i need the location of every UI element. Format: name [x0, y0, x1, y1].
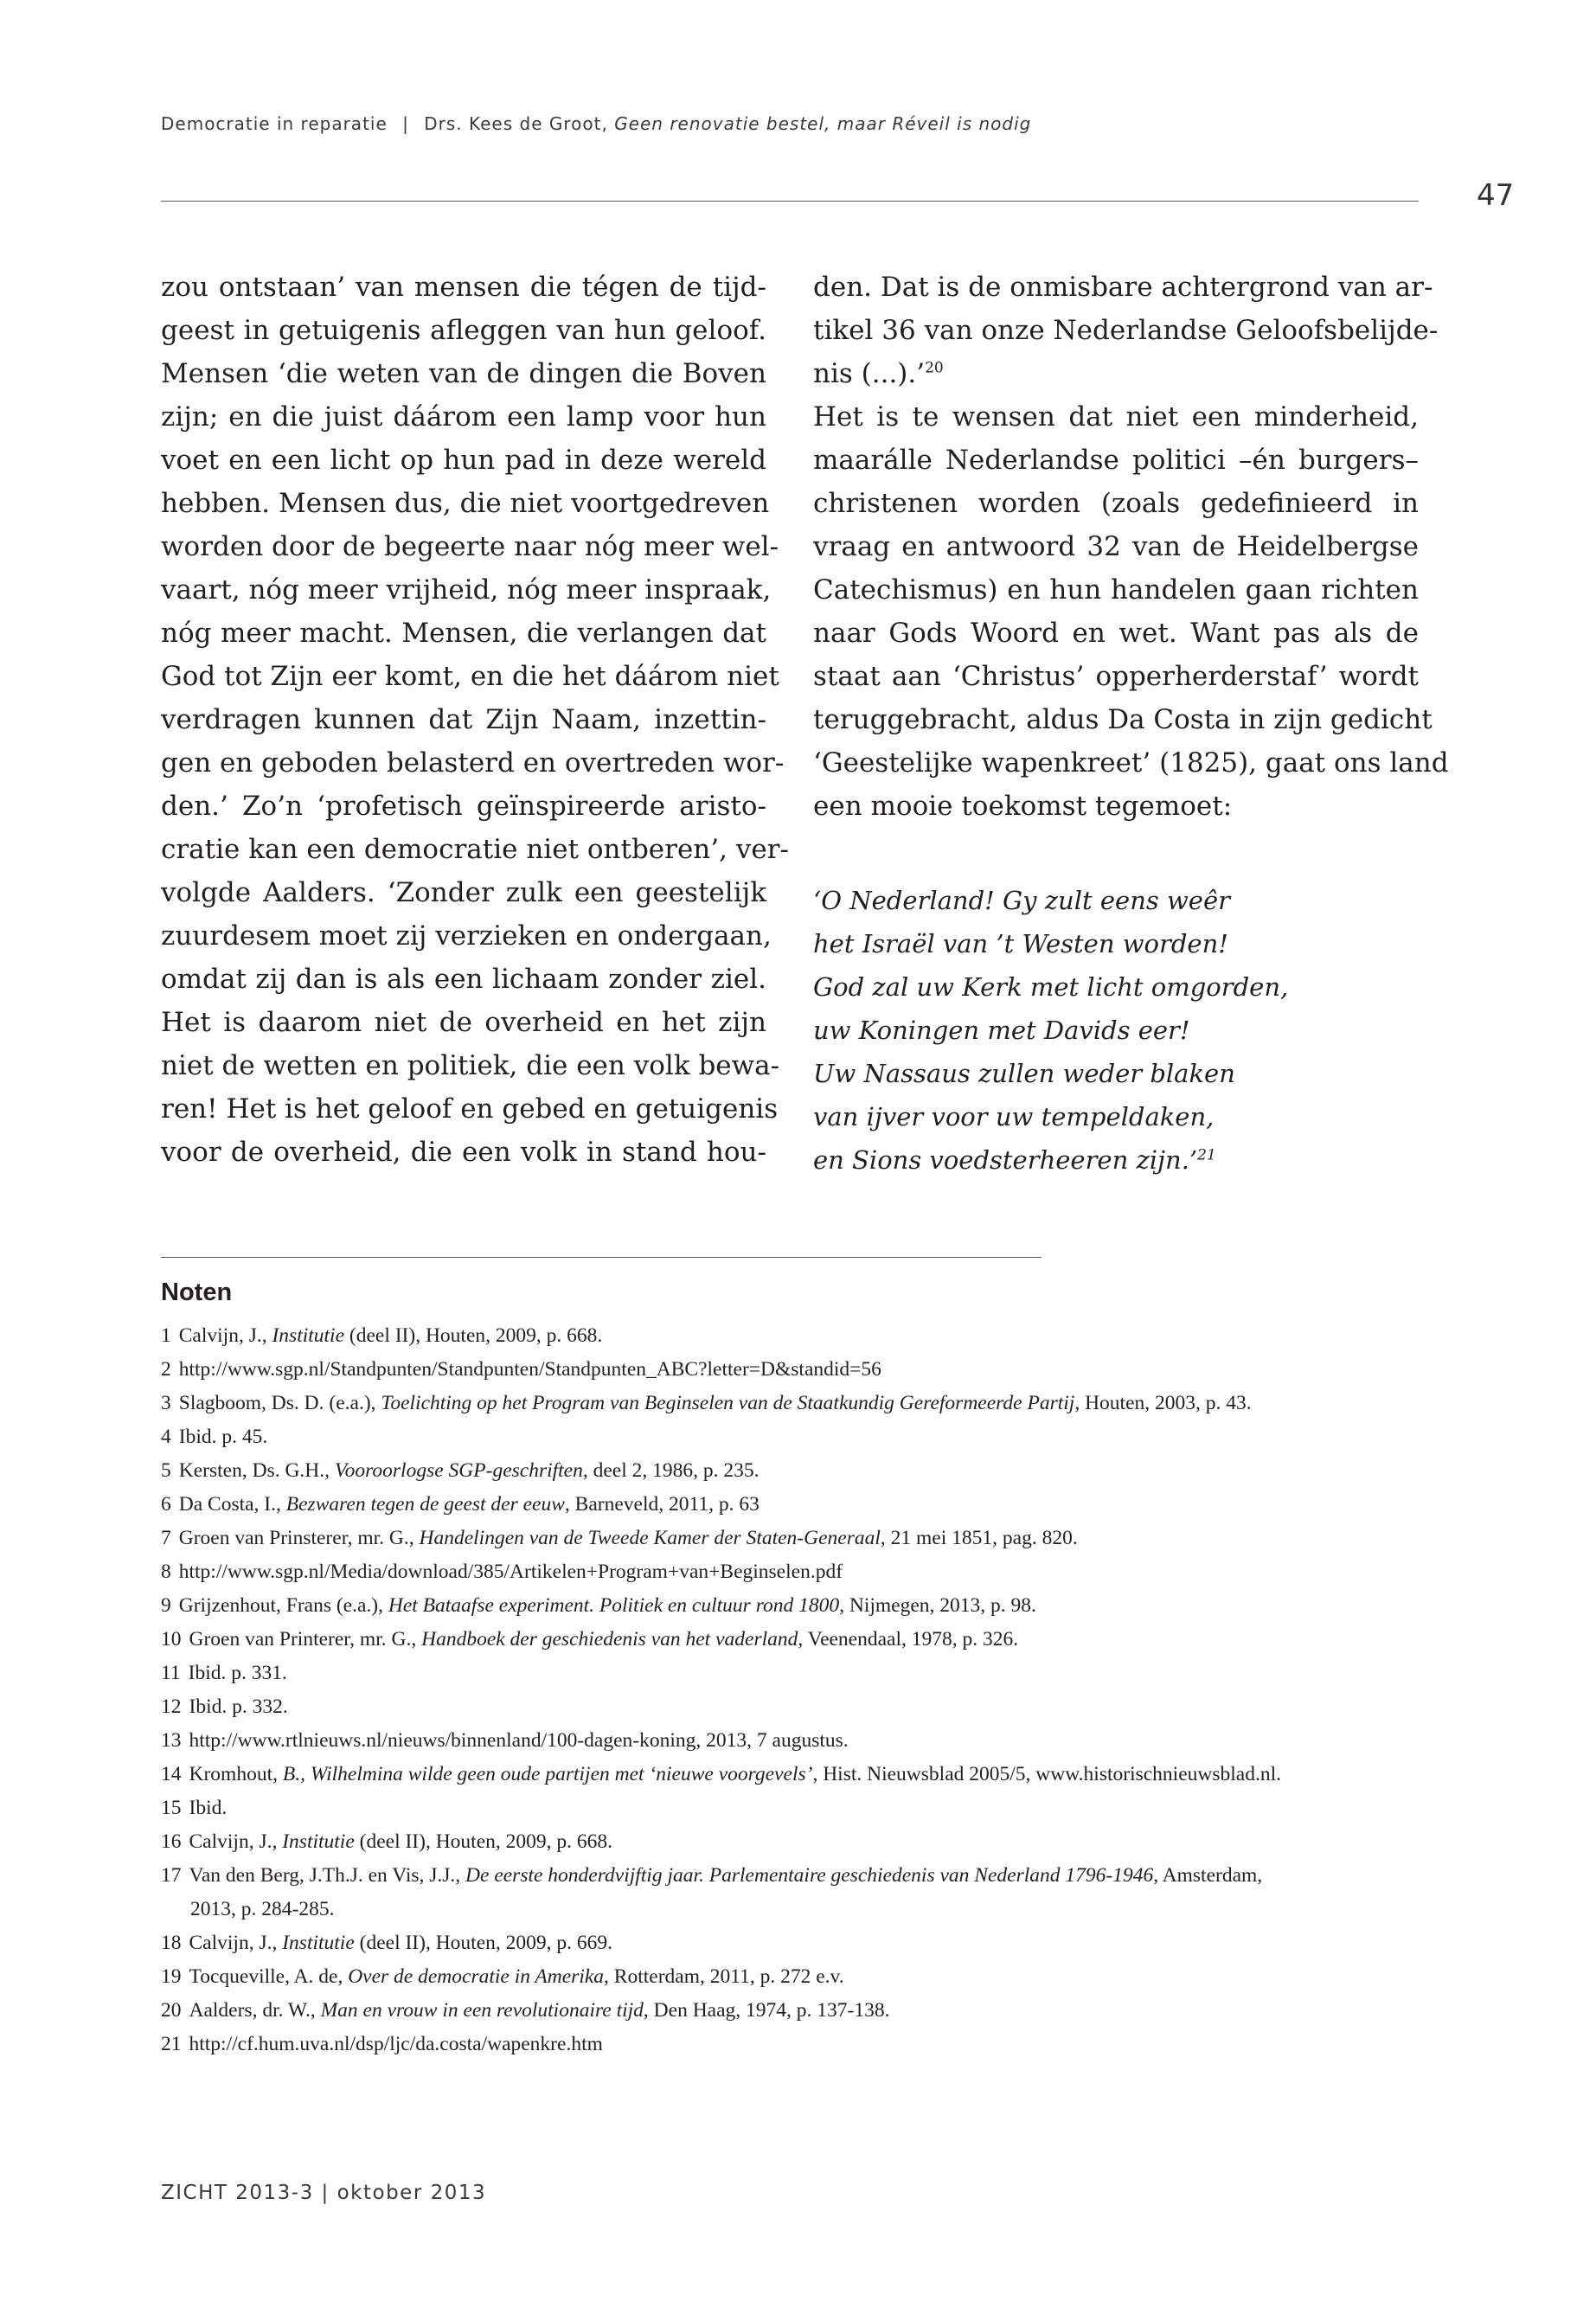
footnote-item: [161, 1522, 1424, 1555]
left-line: worden door de begeerte naar nóg meer wel-: [161, 531, 779, 562]
footnote-item: [161, 1353, 1424, 1387]
footnote-item: [161, 1690, 1424, 1724]
footnote-text: http://www.rtlnieuws.nl/nieuws/binnenland/100-dagen-koning, 2013, 7 augustus.: [189, 1729, 849, 1752]
left-line: cratie kan een democratie niet ontberen’, ver-: [161, 834, 789, 865]
footnote-number: 10: [161, 1628, 182, 1650]
left-line: vaart, nóg meer vrijheid, nóg meer inspraak,: [161, 574, 772, 606]
footnote-text: Tocqueville, A. de,: [189, 1965, 349, 1988]
footnote-rest: , Rotterdam, 2011, p. 272 e.v.: [604, 1965, 844, 1988]
right-line: Catechismus) en hun handelen gaan richten: [813, 574, 1419, 606]
left-line: den.’ Zo’n ‘profetisch geïnspireerde aristo-: [161, 791, 766, 822]
footnote-item: [161, 1960, 1424, 1994]
left-line: verdragen kunnen dat Zijn Naam, inzettin-: [161, 704, 766, 735]
right-line: teruggebracht, aldus Da Costa in zijn gedicht: [813, 704, 1433, 735]
footnote-text: Da Costa, I.,: [178, 1493, 286, 1516]
footnote-text: Ibid. p. 45.: [178, 1426, 268, 1448]
header-title: Geen renovatie bestel, maar Réveil is nodig: [614, 113, 1032, 134]
footnote-item: [161, 1420, 1424, 1454]
footnote-number: 12: [161, 1695, 182, 1718]
right-line: ‘Geestelijke wapenkreet’ (1825), gaat ons land: [813, 747, 1449, 779]
poem-line: ‘O Nederland! Gy zult eens weêr: [813, 886, 1230, 915]
footnote-title: Vooroorlogse SGP-geschriften: [334, 1459, 583, 1482]
left-line: zijn; en die juist dáárom een lamp voor hun: [161, 401, 766, 433]
footnote-title: Handboek der geschiedenis van het vaderland: [421, 1628, 798, 1650]
footnote-text: Groen van Prinsterer, mr. G.,: [178, 1527, 420, 1549]
left-line: zou ontstaan’ van mensen die tégen de tijd-: [161, 272, 766, 303]
footnote-item: [161, 1319, 1424, 1353]
footnote-item: [161, 1589, 1424, 1623]
footnote-number: 21: [161, 2033, 182, 2055]
footnote-text: Ibid. p. 331.: [188, 1662, 287, 1684]
poem-line: Uw Nassaus zullen weder blaken: [813, 1059, 1235, 1088]
footnote-number: 13: [161, 1729, 182, 1752]
footnote-title: Toelichting op het Program van Beginselen van de Staatkundig Gereformeerde Partij: [381, 1392, 1075, 1414]
footnote-text: Slagboom, Ds. D. (e.a.),: [178, 1392, 381, 1414]
poem-line: van ijver voor uw tempeldaken,: [813, 1102, 1215, 1131]
right-line: [813, 352, 1419, 395]
notes-list: [161, 1319, 1424, 2061]
footnote-text: Ibid. p. 332.: [189, 1695, 288, 1718]
right-line: maarálle Nederlandse politici –én burgers–: [813, 445, 1419, 476]
footnote-rest: , Veenendaal, 1978, p. 326.: [798, 1628, 1019, 1650]
footnote-title: Over de democratie in Amerika: [348, 1965, 605, 1988]
right-line: christenen worden (zoals gedefinieerd in: [813, 488, 1419, 519]
right-line: staat aan ‘Christus’ opperherderstaf’ wordt: [813, 661, 1419, 692]
footnote-text: Calvijn, J.,: [189, 1932, 283, 1954]
right-line: naar Gods Woord en wet. Want pas als de: [813, 618, 1419, 649]
footnote-text: http://www.sgp.nl/Standpunten/Standpunten/Standpunten_ABC?letter=D&standid=56: [178, 1358, 881, 1381]
footnote-number: 1: [161, 1324, 171, 1347]
right-line: een mooie toekomst tegemoet:: [813, 791, 1233, 822]
footnote-title: B., Wilhelmina wilde geen oude partijen met ‘nieuwe voorgevels’: [282, 1763, 813, 1785]
footnote-rest: (deel II), Houten, 2009, p. 668.: [354, 1830, 613, 1853]
page-number: 47: [1477, 178, 1515, 213]
footnote-rest: , Amsterdam,: [1153, 1864, 1263, 1887]
left-line: God tot Zijn eer komt, en die het dáárom niet: [161, 661, 779, 692]
footnote-rest: , Hist. Nieuwsblad 2005/5, www.historischnieuwsblad.nl.: [812, 1763, 1281, 1785]
footnote-item: [161, 1994, 1424, 2028]
footnote-title: Bezwaren tegen de geest der eeuw: [285, 1493, 565, 1516]
left-line: geest in getuigenis afleggen van hun geloof.: [161, 315, 766, 346]
footnote-rest: , 21 mei 1851, pag. 820.: [880, 1527, 1078, 1549]
footnote-rest: , Nijmegen, 2013, p. 98.: [839, 1594, 1036, 1617]
footnote-title: De eerste honderdvijftig jaar. Parlementaire geschiedenis van Nederland 1796-1946: [465, 1864, 1154, 1887]
footnote-rest: (deel II), Houten, 2009, p. 669.: [354, 1932, 613, 1954]
right-line: den. Dat is de onmisbare achtergrond van ar-: [813, 272, 1433, 303]
footnote-item: [161, 1893, 1424, 1926]
footnote-text: Calvijn, J.,: [178, 1324, 272, 1347]
right-paragraph: [813, 395, 1449, 785]
footnote-item: [161, 1623, 1424, 1657]
footnote-item: [161, 1724, 1424, 1758]
notes-rule: [161, 1257, 1042, 1258]
header-rule: [161, 201, 1419, 202]
footnote-item: [161, 1859, 1424, 1893]
left-line: voet en een licht op hun pad in deze wereld: [161, 445, 766, 476]
footnote-item: [161, 1758, 1424, 1791]
right-column: [813, 266, 1449, 828]
footnote-title: Institutie: [282, 1932, 355, 1954]
footnote-text: http://www.sgp.nl/Media/download/385/Artikelen+Program+van+Beginselen.pdf: [178, 1561, 843, 1583]
left-line: Mensen ‘die weten van de dingen die Boven: [161, 358, 766, 389]
notes-heading: Noten: [161, 1279, 233, 1306]
footnote-title: Institutie: [282, 1830, 355, 1853]
footnote-ref-21: 21: [1197, 1146, 1216, 1164]
footnote-text: Van den Berg, J.Th.J. en Vis, J.J.,: [189, 1864, 466, 1887]
footnote-text: Kersten, Ds. G.H.,: [178, 1459, 335, 1482]
footnote-number: 14: [161, 1763, 182, 1785]
footnote-rest: (deel II), Houten, 2009, p. 668.: [344, 1324, 603, 1347]
poem-line: God zal uw Kerk met licht omgorden,: [813, 972, 1289, 1002]
left-line: voor de overheid, die een volk in stand hou-: [161, 1137, 766, 1168]
footnote-number: 6: [161, 1493, 171, 1516]
footnote-text: http://cf.hum.uva.nl/dsp/ljc/da.costa/wapenkre.htm: [189, 2033, 603, 2055]
right-line: vraag en antwoord 32 van de Heidelbergse: [813, 531, 1419, 562]
footnote-number: 7: [161, 1527, 171, 1549]
footnote-number: 17: [161, 1864, 182, 1887]
footnote-number: 8: [161, 1561, 171, 1583]
footnote-item: [161, 1825, 1424, 1859]
poem-line: uw Koningen met Davids eer!: [813, 1016, 1190, 1045]
footnote-text: Kromhout,: [189, 1763, 283, 1785]
footnote-number: 19: [161, 1965, 182, 1988]
footnote-number: 18: [161, 1932, 182, 1954]
header-separator: |: [402, 113, 409, 134]
left-line: omdat zij dan is als een lichaam zonder ziel.: [161, 964, 766, 995]
footnote-text: Calvijn, J.,: [189, 1830, 283, 1853]
poem-line: [813, 1138, 1288, 1182]
footnote-text: Aalders, dr. W.,: [189, 1999, 321, 2022]
footnote-item: [161, 1387, 1424, 1420]
footnote-rest: , Barneveld, 2011, p. 63: [564, 1493, 760, 1516]
poem-quote: [813, 879, 1288, 1182]
footnote-number: 3: [161, 1392, 171, 1414]
footnote-item: [161, 1454, 1424, 1488]
footnote-number: 16: [161, 1830, 182, 1853]
footnote-number: 15: [161, 1797, 182, 1819]
footnote-rest: , deel 2, 1986, p. 235.: [582, 1459, 760, 1482]
footnote-number: 11: [161, 1662, 181, 1684]
footnote-text: Grijzenhout, Frans (e.a.),: [178, 1594, 388, 1617]
footnote-number: 20: [161, 1999, 182, 2022]
footnote-rest: , Den Haag, 1974, p. 137-138.: [643, 1999, 890, 2022]
footnote-title: Het Bataafse experiment. Politiek en cultuur rond 1800: [388, 1594, 840, 1617]
footnote-number: 5: [161, 1459, 171, 1482]
footnote-item: [161, 1791, 1424, 1825]
left-column: [161, 266, 789, 1174]
right-line: tikel 36 van onze Nederlandse Geloofsbelijde-: [813, 315, 1439, 346]
footnote-text: Groen van Printerer, mr. G.,: [189, 1628, 422, 1650]
footnote-item: [161, 1555, 1424, 1589]
poem-lines: [813, 879, 1288, 1138]
footnote-item: [161, 1657, 1424, 1690]
running-header: [161, 113, 1031, 134]
footnote-text: 2013, p. 284-285.: [190, 1898, 335, 1920]
left-line: volgde Aalders. ‘Zonder zulk een geestelijk: [161, 877, 766, 908]
footnote-title: Handelingen van de Tweede Kamer der Staten-Generaal: [419, 1527, 881, 1549]
left-line: niet de wetten en politiek, die een volk bewa-: [161, 1050, 780, 1081]
left-line: Het is daarom niet de overheid en het zijn: [161, 1007, 766, 1038]
footnote-number: 2: [161, 1358, 171, 1381]
left-line: ren! Het is het geloof en gebed en getuigenis: [161, 1093, 779, 1125]
footnote-rest: , Houten, 2003, p. 43.: [1074, 1392, 1252, 1414]
left-line: zuurdesem moet zij verzieken en ondergaan,: [161, 920, 772, 952]
left-line: gen en geboden belasterd en overtreden wor-: [161, 747, 785, 779]
poem-last-text: en Sions voedsterheeren zijn.’: [813, 1145, 1198, 1175]
left-line: nóg meer macht. Mensen, die verlangen dat: [161, 618, 766, 649]
left-line: hebben. Mensen dus, die niet voortgedreven: [161, 488, 770, 519]
header-section: Democratie in reparatie: [161, 113, 388, 134]
page-footer: ZICHT 2013-3 | oktober 2013: [161, 2182, 487, 2204]
footnote-ref-20: 20: [925, 359, 944, 377]
footnote-number: 4: [161, 1426, 171, 1448]
footnote-title: Man en vrouw in een revolutionaire tijd: [320, 1999, 644, 2022]
right-line: Het is te wensen dat niet een minderheid,: [813, 401, 1419, 433]
footnote-item: [161, 2028, 1424, 2061]
header-author: Drs. Kees de Groot,: [424, 113, 608, 134]
footnote-title: Institutie: [272, 1324, 345, 1347]
footnote-item: [161, 1926, 1424, 1960]
quote-end-text: nis (...).’: [813, 358, 926, 389]
footnote-text: Ibid.: [189, 1797, 228, 1819]
poem-line: het Israël van ’t Westen worden!: [813, 929, 1228, 958]
footnote-item: [161, 1488, 1424, 1522]
footnote-number: 9: [161, 1594, 171, 1617]
